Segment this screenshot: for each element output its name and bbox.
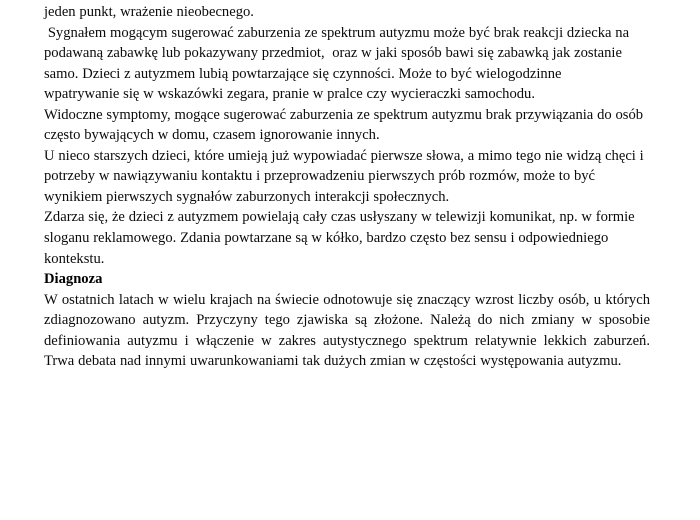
paragraph-6: Zdarza się, że dzieci z autyzmem powielają cały czas usłyszany w telewizji komunikat, np. w formie sloganu reklamowego. Zdania powtarzane są w kółko, bardzo często bez sensu i odpowiedniego kontekstu.: [44, 209, 639, 267]
document-text-column: [44, 2, 654, 372]
paragraph-3: wpatrywanie się w wskazówki zegara, pranie w pralce czy wycieraczki samochodu.: [44, 86, 535, 103]
paragraph-5: U nieco starszych dzieci, które umieją już wypowiadać pierwsze słowa, a mimo tego nie widzą chęci i potrzeby w nawiązywaniu kontaktu i przeprowadzeniu pierwszych prób rozmów, może to być wynikiem pierwszych sygnałów zaburzonych interakcji społecznych.: [44, 147, 648, 205]
paragraph-1: jeden punkt, wrażenie nieobecnego.: [44, 4, 254, 20]
paragraph-2: Sygnałem mogącym sugerować zaburzenia ze spektrum autyzmu może być brak reakcji dziecka na podawaną zabawkę lub pokazywany przedmiot, oraz w jaki sposób bawi się zabawką jak zostanie samo. Dzieci z autyzmem lubią powtarzające się czynności. Może to być wielogodzinne: [44, 24, 633, 82]
section-heading-diagnoza: Diagnoza: [44, 271, 103, 288]
paragraph-7-diagnoza-body: W ostatnich latach w wielu krajach na świecie odnotowuje się znaczący wzrost liczby osób, u których zdiagnozowano autyzm. Przyczyny tego zjawiska są złożone. Należą do nich zmiany w sposobie definiowania autyzmu i włączenie w zakres autystycznego spektrum relatywnie lekkich zaburzeń. Trwa debata nad innymi uwarunkowaniami tak dużych zmian w częstości występowania autyzmu.: [44, 291, 654, 370]
paragraph-4: Widoczne symptomy, mogące sugerować zaburzenia ze spektrum autyzmu brak przywiązania do osób często bywających w domu, czasem ignorowanie innych.: [44, 106, 647, 144]
